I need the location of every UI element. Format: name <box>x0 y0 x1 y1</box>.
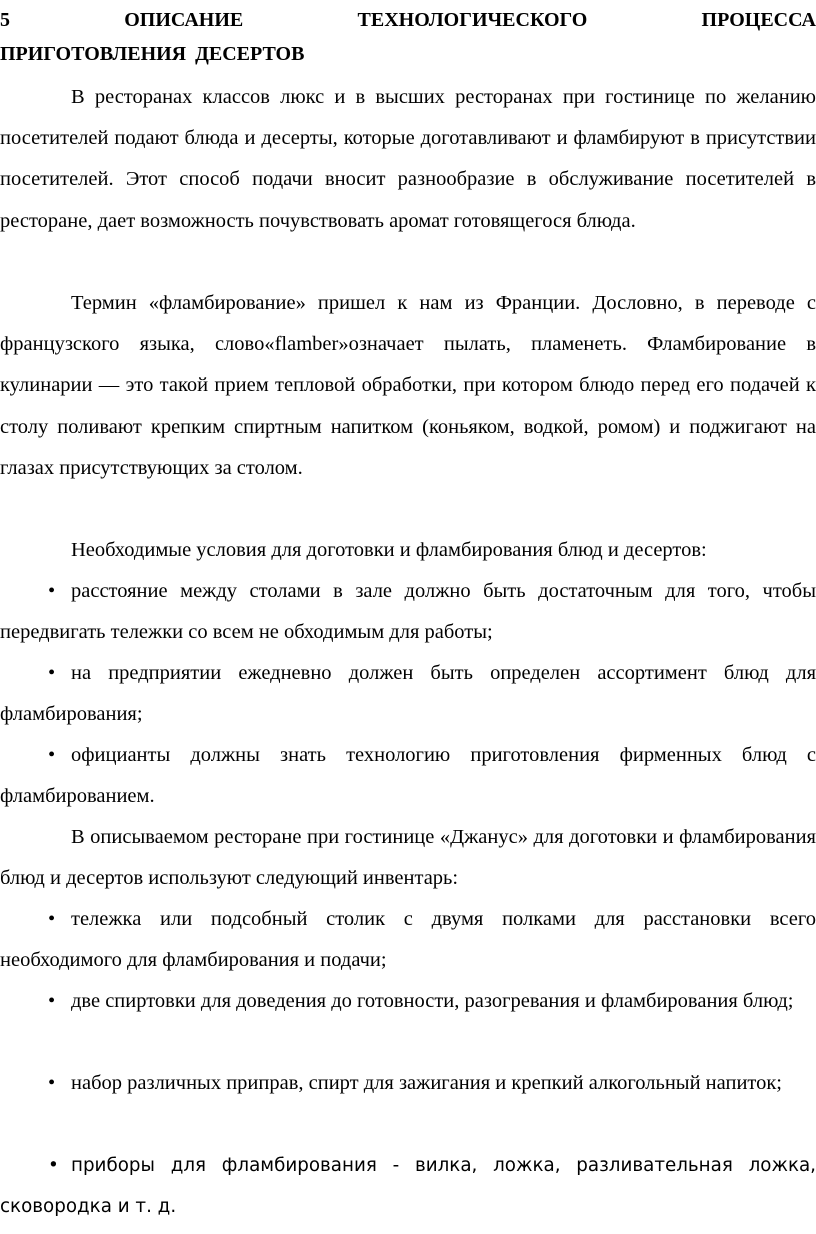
list-item <box>0 1145 816 1227</box>
list-item <box>0 571 816 653</box>
bullet-marker: • <box>48 990 56 1012</box>
section-title-line2: ПРИГОТОВЛЕНИЯ ДЕСЕРТОВ <box>0 43 305 65</box>
bullet-marker: • <box>48 908 56 930</box>
list-item <box>0 1063 816 1104</box>
list-item <box>0 981 816 1022</box>
paragraph-intro: В ресторанах классов люкс и в высших ресторанах при гостинице по желанию посетителей подают блюда и десерты, которые доготавливают и фламбируют в присутствии посетителей. Этот способ подачи вносит разнообразие в обслуживание посетителей в ресторане, дает возможность почувствовать аромат готовящегося блюда. <box>0 86 816 232</box>
list-item-text: расстояние между столами в зале должно быть достаточным для того, чтобы передвигать тележки со всем не обходимым для работы; <box>0 580 816 644</box>
bullet-marker: • <box>48 580 56 602</box>
list-item <box>0 653 816 735</box>
paragraph-conditions-intro: Необходимые условия для доготовки и фламбирования блюд и десертов: <box>71 539 707 561</box>
bullet-marker: • <box>48 744 56 766</box>
bullet-marker: • <box>48 1155 59 1176</box>
section-title-line1: 5 ОПИСАНИЕ ТЕХНОЛОГИЧЕСКОГО ПРОЦЕССА <box>0 9 816 31</box>
list-item <box>0 899 816 981</box>
paragraph-inventory-intro: В описываемом ресторане при гостинице «Джанус» для доготовки и фламбирования блюд и десертов используют следующий инвентарь: <box>0 826 816 890</box>
list-item-text: тележка или подсобный столик с двумя полками для расстановки всего необходимого для фламбирования и подачи; <box>0 908 816 972</box>
list-item-text: приборы для фламбирования - вилка, ложка, разливательная ложка, сковородка и т. д. <box>0 1155 816 1217</box>
bullet-marker: • <box>48 1072 56 1094</box>
list-item-text: набор различных приправ, спирт для зажигания и крепкий алкогольный напиток; <box>71 1072 783 1094</box>
list-item-text: официанты должны знать технологию приготовления фирменных блюд с фламбированием. <box>0 744 816 808</box>
bullet-marker: • <box>48 662 56 684</box>
list-item <box>0 735 816 817</box>
paragraph-term: Термин «фламбирование» пришел к нам из Франции. Дословно, в переводе с французского языка, слово«flamber»означает пылать, пламенеть. Фламбирование в кулинарии — это такой прием тепловой обработки, при котором блюдо перед его подачей к столу поливают крепким спиртным напитком (коньяком, водкой, ромом) и поджигают на глазах присутствующих за столом. <box>0 292 816 479</box>
list-item-text: две спиртовки для доведения до готовности, разогревания и фламбирования блюд; <box>71 990 794 1012</box>
list-item-text: на предприятии ежедневно должен быть определен ассортимент блюд для фламбирования; <box>0 662 816 726</box>
